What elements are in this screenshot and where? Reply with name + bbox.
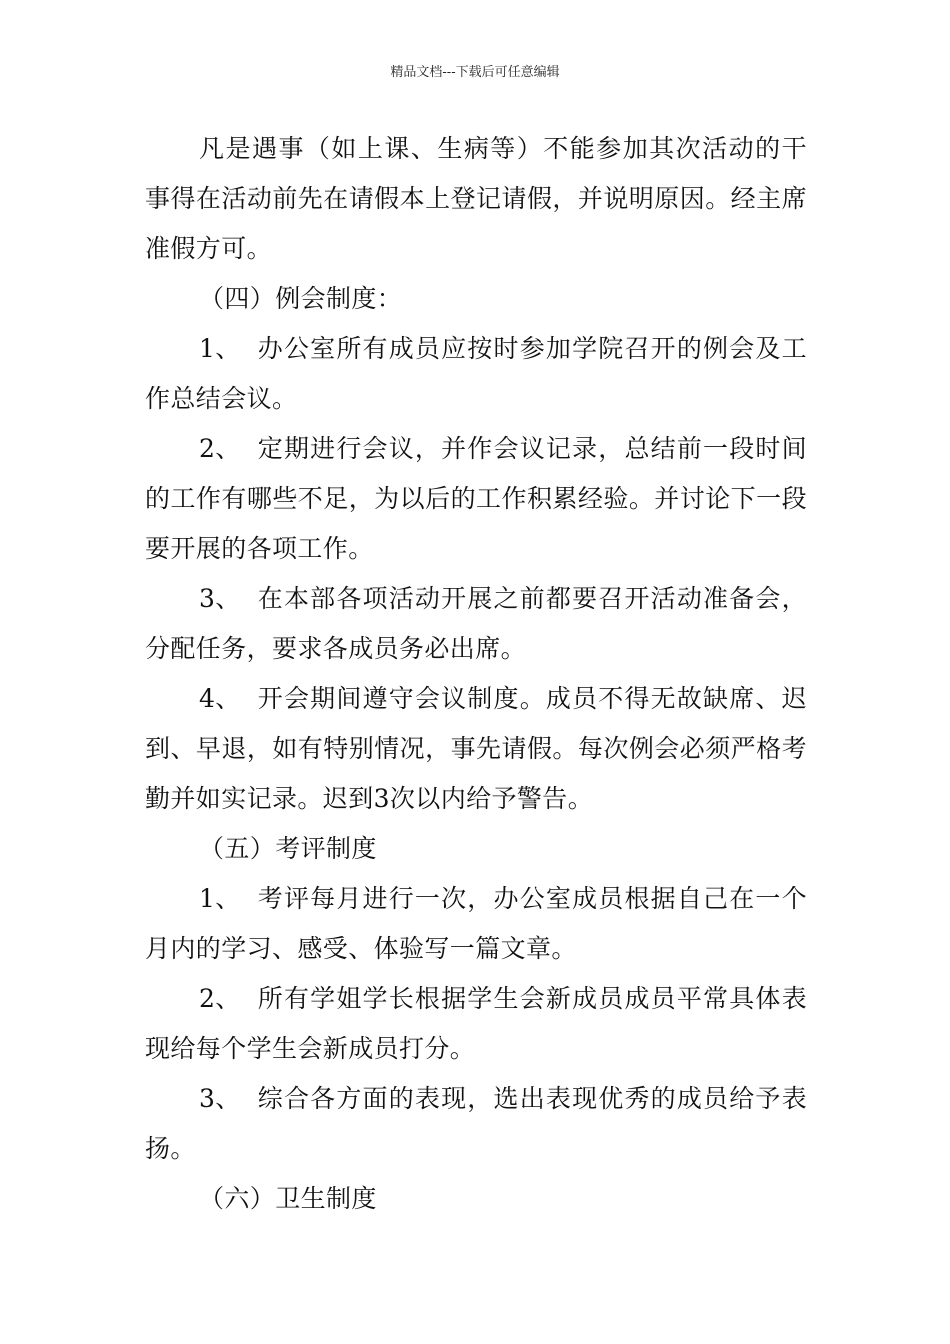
list-item-text: 定期进行会议，并作会议记录，总结前一段时间的工作有哪些不足，为以后的工作积累经验。并讨论下一段要开展的各项工作。 <box>145 434 807 563</box>
list-item-text: 在本部各项活动开展之前都要召开活动准备会，分配任务，要求各成员务必出席。 <box>145 584 807 663</box>
list-item <box>145 574 807 674</box>
page-header: 精品文档---下载后可任意编辑 <box>390 65 560 80</box>
list-item-number: 2、 <box>199 984 241 1013</box>
list-item <box>145 424 807 574</box>
list-item-number: 1、 <box>199 884 241 913</box>
section-heading-hygiene-rules <box>145 1174 807 1224</box>
list-item <box>145 874 807 974</box>
list-item-text: 开会期间遵守会议制度。成员不得无故缺席、迟到、早退，如有特别情况，事先请假。每次例会必须严格考勤并如实记录。迟到3次以内给予警告。 <box>145 684 807 813</box>
list-item-number: 1、 <box>199 334 241 363</box>
section-heading-meeting-rules <box>145 274 807 324</box>
list-item-number: 3、 <box>199 1084 241 1113</box>
list-item-number: 2、 <box>199 434 241 463</box>
paragraph-text: 凡是遇事（如上课、生病等）不能参加其次活动的干事得在活动前先在请假本上登记请假，并说明原因。经主席准假方可。 <box>145 134 807 263</box>
list-item-text: 考评每月进行一次，办公室成员根据自己在一个月内的学习、感受、体验写一篇文章。 <box>145 884 807 963</box>
list-item <box>145 974 807 1074</box>
section-heading-text: （四）例会制度： <box>199 284 403 313</box>
list-item-text: 所有学姐学长根据学生会新成员成员平常具体表现给每个学生会新成员打分。 <box>145 984 807 1063</box>
section-heading-text: （五）考评制度 <box>199 834 377 863</box>
section-heading-evaluation-rules <box>145 824 807 874</box>
list-item <box>145 1074 807 1174</box>
paragraph-leave-request <box>145 124 807 274</box>
section-heading-text: （六）卫生制度 <box>199 1184 377 1213</box>
list-item-number: 4、 <box>199 684 241 713</box>
list-item-text: 综合各方面的表现，选出表现优秀的成员给予表扬。 <box>145 1084 807 1163</box>
document-body <box>145 124 807 1224</box>
list-item <box>145 324 807 424</box>
list-item-text: 办公室所有成员应按时参加学院召开的例会及工作总结会议。 <box>145 334 807 413</box>
list-item-number: 3、 <box>199 584 241 613</box>
list-item <box>145 674 807 824</box>
